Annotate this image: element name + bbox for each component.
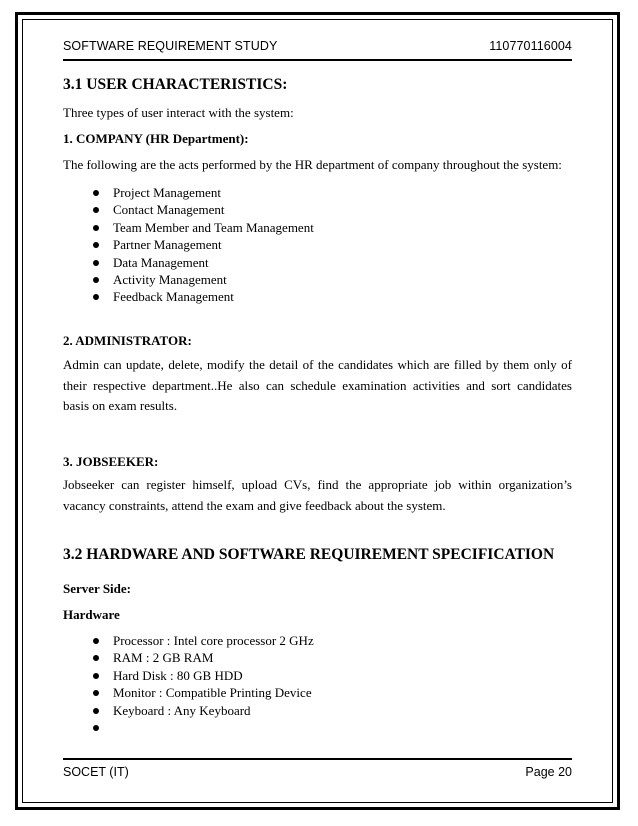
header-rule — [63, 59, 572, 61]
bullet-icon — [93, 673, 99, 679]
list-item: Keyboard : Any Keyboard — [93, 702, 314, 719]
bullet-icon — [93, 260, 99, 266]
list-item: Team Member and Team Management — [93, 219, 314, 236]
header-id: 110770116004 — [489, 39, 572, 53]
bullet-icon — [93, 638, 99, 644]
server-side-heading: Server Side: — [63, 581, 131, 596]
footer-department: SOCET (IT) — [63, 765, 129, 779]
list-item: Contact Management — [93, 201, 314, 218]
hardware-list — [93, 632, 314, 736]
bullet-icon — [93, 225, 99, 231]
list-item: Feedback Management — [93, 288, 314, 305]
page-number: Page 20 — [525, 765, 572, 779]
list-item: Hard Disk : 80 GB HDD — [93, 667, 314, 684]
bullet-icon — [93, 690, 99, 696]
list-item: Data Management — [93, 254, 314, 271]
hardware-heading: Hardware — [63, 607, 120, 622]
company-heading: 1. COMPANY (HR Department): — [63, 131, 249, 146]
list-item: Activity Management — [93, 271, 314, 288]
bullet-icon — [93, 190, 99, 196]
bullet-icon — [93, 655, 99, 661]
list-item: Processor : Intel core processor 2 GHz — [93, 632, 314, 649]
page-header — [63, 39, 572, 53]
administrator-heading: 2. ADMINISTRATOR: — [63, 333, 192, 348]
bullet-icon — [93, 277, 99, 283]
jobseeker-text: Jobseeker can register himself, upload CVs, find the appropriate job within organization’s vacancy constraints, attend the exam and give feedback about the system. — [63, 477, 572, 513]
section-3-1-intro: Three types of user interact with the system: — [63, 105, 294, 120]
footer-rule — [63, 758, 572, 760]
section-3-1-title: 3.1 USER CHARACTERISTICS: — [63, 76, 288, 93]
bullet-icon — [93, 294, 99, 300]
administrator-text: Admin can update, delete, modify the detail of the candidates which are filled by them only of their respective department..He also can schedule examination activities and sort candidates basis on exam results. — [63, 357, 572, 413]
bullet-icon — [93, 207, 99, 213]
header-title: SOFTWARE REQUIREMENT STUDY — [63, 39, 278, 53]
bullet-icon — [93, 242, 99, 248]
page-footer — [63, 765, 572, 779]
bullet-icon — [93, 708, 99, 714]
company-text: The following are the acts performed by the HR department of company throughout the system: — [63, 157, 562, 172]
list-item: Project Management — [93, 184, 314, 201]
list-item — [93, 719, 314, 736]
list-item: RAM : 2 GB RAM — [93, 649, 314, 666]
list-item: Monitor : Compatible Printing Device — [93, 684, 314, 701]
jobseeker-heading: 3. JOBSEEKER: — [63, 454, 159, 469]
company-list — [93, 184, 314, 306]
list-item: Partner Management — [93, 236, 314, 253]
bullet-icon — [93, 725, 99, 731]
section-3-2-title: 3.2 HARDWARE AND SOFTWARE REQUIREMENT SPECIFICATION — [63, 546, 555, 563]
